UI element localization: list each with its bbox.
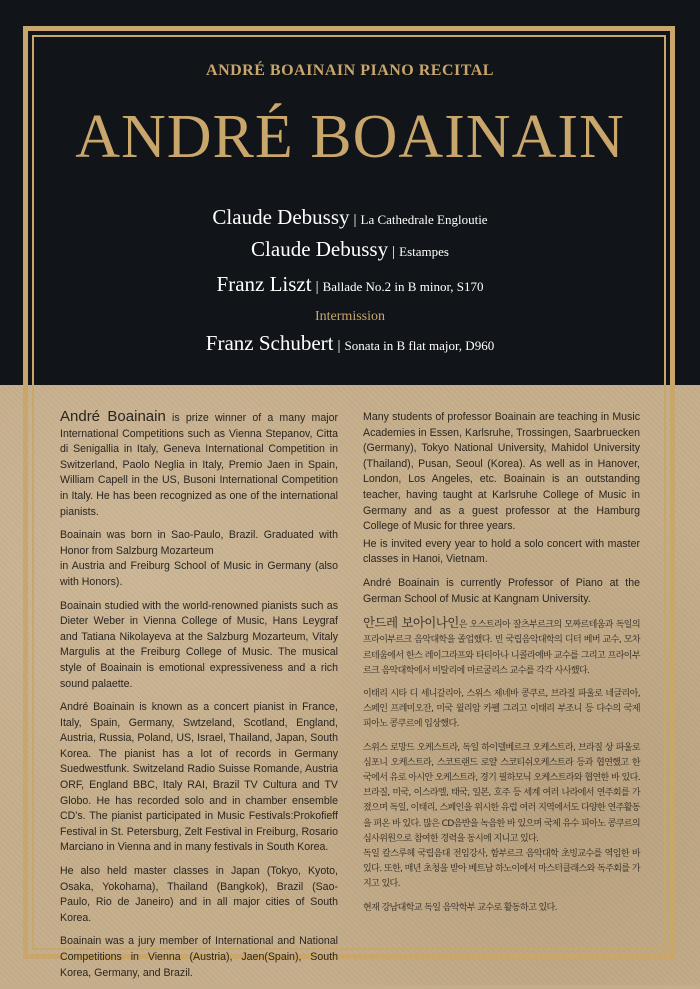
bio-paragraph: He is invited every year to hold a solo concert with master classes in Hanoi, Vietnam.: [363, 537, 640, 566]
bio-paragraph: Many students of professor Boainain are teaching in Music Academies in Essen, Karlsruhe, Trossingen, Saarbruecken (Germany), Tokyo National University, Mahidol University (Thailand), Pusan, Seoul (Korea). As well as in Hanover, London, Los Angeles, etc. Boainain is an outstanding teacher, having taught at Karlsruhe College of Music in Germany and as a guest professor at the Hamburg College of Music for three years.: [363, 411, 640, 533]
bio-paragraph: 스위스 로망드 오케스트라, 독일 하이델베르크 오케스트라, 브라질 상 파울로 심포니 오케스트라, 스코트랜드 로얄 스코티쉬오케스트라 등과 협연했고 한국에서 유로 아시안 오케스트라, 경기 필하모닉 오케스트라와 협연한 바 있다. 브라질, 미국, 이스라엘, 태국, 일본, 호주 등 세계 여러 나라에서 연주회를 가졌으며 독일, 이태리, 스페인을 위시한 유럽 여러 지역에서도 다양한 연주활동을 펴온 바 있다. 많은 CD음반을 녹음한 바 있으며 국제 유수 피아노 콩쿠르의 심사위원으로 참여한 경력을 동시에 지니고 있다.: [363, 742, 640, 844]
program-item: [0, 205, 700, 230]
program-item: [0, 331, 700, 356]
artist-name: André Boainain: [60, 408, 166, 425]
bio-paragraph: 안드레 보아이나인은 오스트리아 잘츠부르크의 모짜르테움과 독일의 프라이부르크 음악대학을 졸업했다. 빈 국립음악대학의 디터 베버 교수, 모차르테움에서 한스 레이그라프와 타티아나 니콜라예바 교수를 그리고 프라이부르크 음악대학에서 비탈리에 마르굴리스 교수를 각각 사사했다.: [363, 615, 640, 676]
bio-paragraph: Boainain studied with the world-renowned pianists such as Dieter Weber in Vienna College of Music, Hans Leygraf and Tatiana Nikolayeva at the Salzburg Mozarteum, Vitaly Margulis at the Freiburg College of Music. The musical style of Boainain is emotional expressiveness and a rich sound palaette.: [60, 599, 338, 690]
bio-paragraph: 독일 칼스루헤 국립음대 전임강사, 함부르크 음악대학 초빙교수를 역임한 바 있다. 또한, 매년 초청을 받아 베트남 하노이에서 마스터클래스와 독주회를 가지고 있다.: [363, 848, 640, 890]
intermission-label: Intermission: [315, 309, 385, 324]
performer-title: ANDRÉ BOAINAIN: [75, 103, 625, 171]
composer: Claude Debussy: [212, 205, 350, 229]
piece: La Cathedrale Engloutie: [360, 212, 488, 227]
piece: Ballade No.2 in B minor, S170: [322, 279, 484, 294]
bio-paragraph: He also held master classes in Japan (Tokyo, Kyoto, Osaka, Yokohama), Thailand (Bangkok), Brazil (Sao-Paulo, Rio de Janeiro) and in all major cities of South Korea.: [60, 865, 338, 924]
bio-paragraph: Boainain was born in Sao-Paulo, Brazil. Graduated with Honor from Salzburg Mozarteum in Austria and Freiburg School of Music in Germany (also with Honors).: [60, 529, 338, 588]
composer: Franz Schubert: [205, 331, 334, 355]
bio-paragraph: 이태리 시타 디 세니갈리아, 스위스 제네바 콩쿠르, 브라질 파울로 네글리아, 스페인 프레미오잔, 미국 윌리암 카펠 그리고 이태리 부조니 등 다수의 국제 피아노 콩쿠르에 입상했다.: [363, 688, 640, 730]
piece: Sonata in B flat major, D960: [344, 338, 495, 353]
bio-paragraph: André Boainain is known as a concert pianist in France, Italy, Spain, Germany, Swtzeland, Scotland, England, Austria, Russia, Poland, US, Israel, Thailand, Japan, South Korea. The pianist has a lot of records in Germany Suedwestfunk. Switzeland Radio Suisse Romande, Austria ORF, England BBC, Italy RAI, Brazil TV Cultura and TV Globo. He has recorded solo and in chamber ensemble CD's. The pianist participated in Music Festivals:Prokofieff Festival in St. Petersburg, Zelt Festival in Freiburg, Rosario Marciano in Vienna and in many festivals in South Korea.: [60, 701, 338, 854]
korean-bio: [363, 615, 640, 916]
bio-paragraph: André Boainain is prize winner of a many major International Competitions such as Vienna Stepanov, Citta di Senigallia in Italy, Geneva International Competition in Switzerland, Paolo Neglia in Italy, Premio Jaen in Spain, William Capell in the US, Busoni International Competition in Italy. He has been recognized as one of the international pianists.: [60, 408, 338, 518]
english-bio-column-continued: [363, 410, 640, 924]
bio-paragraph: Boainain was a jury member of International and National Competitions in Vienna (Austria), Jaen(Spain), South Korea, Germany, and Brazil.: [60, 935, 338, 979]
english-bio-column: [60, 409, 338, 989]
composer: Claude Debussy: [251, 237, 389, 261]
separator: |: [337, 338, 341, 354]
composer: Franz Liszt: [216, 272, 312, 296]
bio-paragraph: André Boainain is currently Professor of Piano at the German School of Music at Kangnam University.: [363, 576, 640, 605]
bio-paragraph: 현재 강남대학교 독일 음악학부 교수로 활동하고 있다.: [363, 902, 557, 913]
program-item: [0, 272, 700, 297]
separator: |: [315, 279, 319, 295]
separator: |: [353, 212, 357, 228]
separator: |: [392, 244, 396, 260]
artist-name-korean: 안드레 보아이나인: [363, 615, 459, 631]
program-item: [0, 237, 700, 262]
recital-subtitle: ANDRÉ BOAINAIN PIANO RECITAL: [206, 62, 494, 79]
piece: Estampes: [399, 244, 449, 259]
